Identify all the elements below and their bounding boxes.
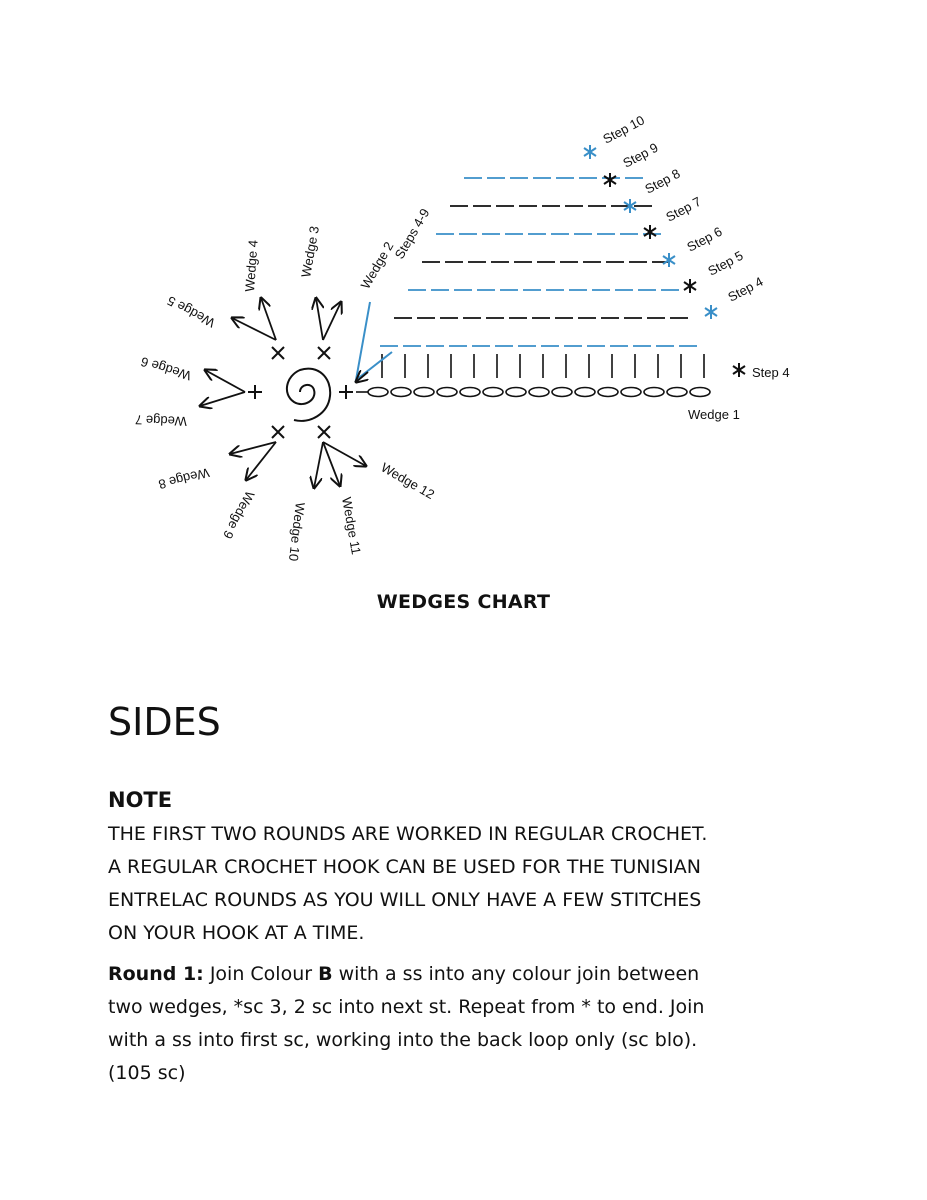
asterisk-icon	[733, 363, 745, 377]
round-1-line: two wedges, *sc 3, 2 sc into next st. Repeat from * to end. Join	[108, 996, 705, 1018]
round-1-text: with a ss into any colour join between	[332, 963, 700, 985]
asterisk-icon	[604, 173, 616, 187]
note-line: THE FIRST TWO ROUNDS ARE WORKED IN REGULAR CROCHET.	[108, 823, 708, 845]
note-heading: NOTE	[108, 788, 173, 812]
label-wedge-6: Wedge 6	[138, 353, 193, 384]
note-body	[108, 818, 868, 950]
magic-ring-spiral	[287, 369, 330, 421]
chain-oval	[368, 388, 388, 397]
chain-oval	[483, 388, 503, 397]
label-wedge-11: Wedge 11	[339, 495, 364, 556]
round-1-line: (105 sc)	[108, 1062, 186, 1084]
chain-oval	[414, 388, 434, 397]
label-step-8: Step 8	[642, 165, 683, 197]
chain-oval	[437, 388, 457, 397]
step-4-stitches	[382, 354, 704, 378]
chain-oval	[391, 388, 411, 397]
label-step-4-bottom: Step 4	[752, 365, 790, 380]
chain-oval	[552, 388, 572, 397]
label-step-5: Step 5	[705, 247, 746, 279]
label-wedge-7: Wedge 7	[134, 412, 188, 429]
label-wedge-9: Wedge 9	[220, 488, 258, 542]
colour-name: B	[318, 963, 333, 985]
note-line: ON YOUR HOOK AT A TIME.	[108, 922, 365, 944]
label-wedge-1: Wedge 1	[688, 407, 740, 422]
note-line: ENTRELAC ROUNDS AS YOU WILL ONLY HAVE A FEW STITCHES	[108, 889, 702, 911]
asterisk-icon	[584, 145, 596, 159]
label-step-4: Step 4	[725, 273, 766, 305]
chain-oval	[621, 388, 641, 397]
chain-oval	[667, 388, 687, 397]
label-step-6: Step 6	[684, 223, 725, 255]
chain-oval	[598, 388, 618, 397]
chain-oval	[690, 388, 710, 397]
section-title: SIDES	[108, 700, 221, 744]
label-wedge-8: Wedge 8	[157, 465, 211, 493]
single-crochet-marks	[248, 347, 353, 438]
asterisk-icon	[705, 305, 717, 319]
label-wedge-5: Wedge 5	[164, 293, 218, 331]
label-wedge-4: Wedge 4	[242, 239, 261, 293]
step-diagonals	[380, 178, 697, 346]
round-1-label: Round 1:	[108, 963, 204, 985]
note-line: A REGULAR CROCHET HOOK CAN BE USED FOR THE TUNISIAN	[108, 856, 701, 878]
wedge-2-edge	[356, 302, 392, 380]
label-wedge-3: Wedge 3	[298, 224, 322, 279]
label-wedge-2: Wedge 2	[357, 239, 397, 292]
label-steps-4-9: Steps 4-9	[391, 205, 433, 262]
chain-oval	[460, 388, 480, 397]
round-1-text: Join Colour	[203, 963, 319, 985]
label-wedge-12: Wedge 12	[378, 459, 438, 503]
round-1-line	[108, 958, 868, 991]
chart-caption: WEDGES CHART	[376, 591, 551, 613]
label-step-7: Step 7	[663, 193, 704, 225]
chain-oval	[644, 388, 664, 397]
round-1-line: with a ss into first sc, working into the back loop only (sc blo).	[108, 1029, 698, 1051]
foundation-chain	[356, 388, 710, 397]
asterisk-icon	[663, 253, 675, 267]
asterisk-icon	[644, 225, 656, 239]
asterisk-icon	[684, 279, 696, 293]
chain-oval	[506, 388, 526, 397]
chain-oval	[575, 388, 595, 397]
round-1-instructions	[108, 958, 868, 1090]
label-step-10: Step 10	[600, 112, 647, 147]
label-wedge-10: Wedge 10	[285, 501, 308, 563]
chain-oval	[529, 388, 549, 397]
label-step-9: Step 9	[620, 139, 661, 171]
